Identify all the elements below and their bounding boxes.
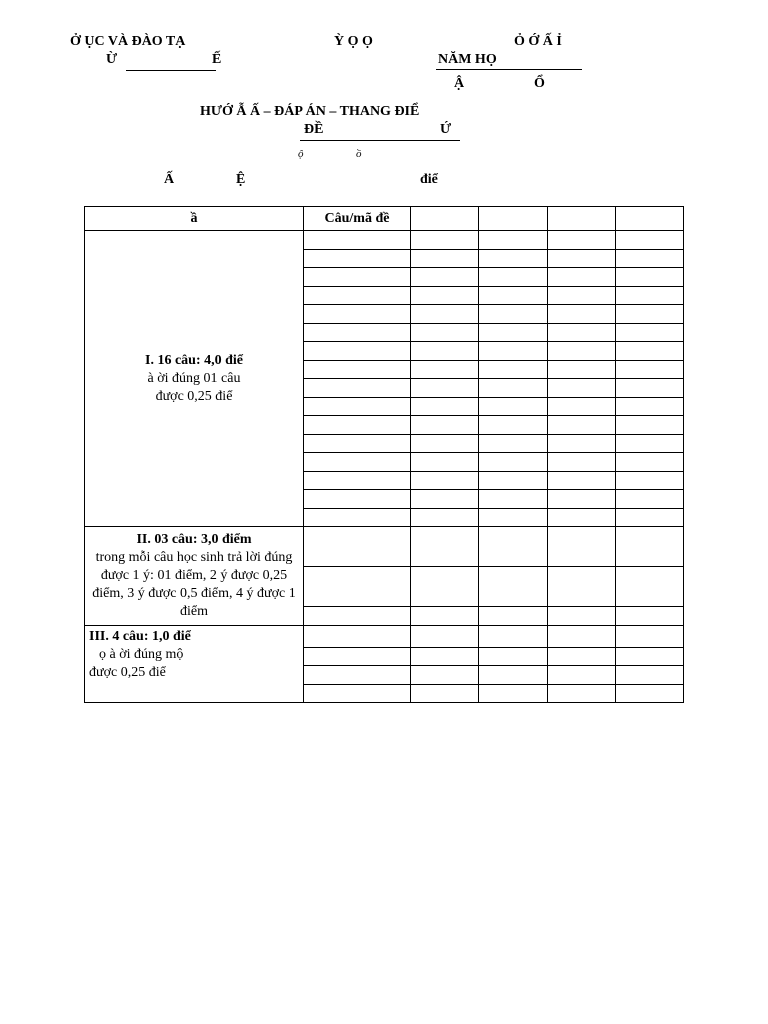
- question-cell[interactable]: [304, 684, 411, 703]
- question-cell[interactable]: [304, 666, 411, 685]
- answer-cell[interactable]: [548, 397, 616, 416]
- answer-cell[interactable]: [548, 286, 616, 305]
- question-cell[interactable]: [304, 490, 411, 509]
- answer-cell[interactable]: [548, 268, 616, 287]
- answer-cell[interactable]: [548, 249, 616, 268]
- answer-cell[interactable]: [479, 379, 548, 398]
- answer-cell[interactable]: [411, 268, 479, 287]
- answer-cell[interactable]: [548, 379, 616, 398]
- header-right-text: Ỏ Ớ Ấ Ỉ: [514, 34, 562, 49]
- answer-cell[interactable]: [479, 397, 548, 416]
- answer-cell[interactable]: [411, 416, 479, 435]
- answer-cell[interactable]: [479, 342, 548, 361]
- answer-cell[interactable]: [616, 607, 684, 626]
- code-cell[interactable]: [479, 207, 548, 231]
- section-2-title: II. 03 câu: 3,0 điểm: [136, 531, 252, 547]
- answer-cell[interactable]: [411, 490, 479, 509]
- answer-cell[interactable]: [479, 684, 548, 703]
- section-2-body: trong mỗi câu học sinh trả lời đúng được 1 ý: 01 điểm, 2 ý được 0,25 điểm, 3 ý được 0,5 điểm, 4 ý được 1 điểm: [92, 549, 296, 619]
- answer-cell[interactable]: [616, 231, 684, 250]
- answer-cell[interactable]: [616, 360, 684, 379]
- answer-cell[interactable]: [616, 323, 684, 342]
- answer-cell[interactable]: [411, 397, 479, 416]
- question-cell[interactable]: [304, 434, 411, 453]
- answer-cell[interactable]: [548, 434, 616, 453]
- question-cell[interactable]: [304, 471, 411, 490]
- answer-cell[interactable]: [411, 684, 479, 703]
- score-line-c: điể: [420, 172, 438, 187]
- question-cell[interactable]: [304, 625, 411, 647]
- answer-cell[interactable]: [616, 249, 684, 268]
- answer-cell[interactable]: [479, 323, 548, 342]
- answer-cell[interactable]: [411, 305, 479, 324]
- question-cell[interactable]: [304, 527, 411, 567]
- question-cell[interactable]: [304, 268, 411, 287]
- answer-cell[interactable]: [616, 647, 684, 666]
- answer-cell[interactable]: [548, 471, 616, 490]
- answer-cell[interactable]: [411, 647, 479, 666]
- answer-cell[interactable]: [548, 625, 616, 647]
- section-3-line3: được 0,25 điể: [89, 664, 166, 680]
- score-line-a: Ấ: [164, 172, 175, 187]
- answer-cell[interactable]: [411, 286, 479, 305]
- answer-cell[interactable]: [411, 453, 479, 472]
- answer-cell[interactable]: [616, 416, 684, 435]
- answer-cell[interactable]: [616, 490, 684, 509]
- page-title: HƯỚ Ẫ Ấ – ĐÁP ÁN – THANG ĐIỂ: [200, 104, 420, 119]
- answer-cell[interactable]: [548, 666, 616, 685]
- answer-cell[interactable]: [616, 453, 684, 472]
- answer-cell[interactable]: [411, 607, 479, 626]
- answer-cell[interactable]: [548, 607, 616, 626]
- title-sub-right: Ứ: [440, 122, 452, 137]
- answer-cell[interactable]: [479, 231, 548, 250]
- section-1-line3: được 0,25 điể: [155, 388, 233, 404]
- answer-cell[interactable]: [548, 567, 616, 607]
- answer-cell[interactable]: [616, 508, 684, 527]
- answer-cell[interactable]: [479, 286, 548, 305]
- answer-cell[interactable]: [616, 268, 684, 287]
- answer-cell[interactable]: [548, 305, 616, 324]
- answer-cell[interactable]: [548, 342, 616, 361]
- question-cell[interactable]: [304, 416, 411, 435]
- answer-cell[interactable]: [616, 397, 684, 416]
- answer-cell[interactable]: [479, 268, 548, 287]
- title-small-b: ồ: [356, 148, 362, 160]
- title-sub-left: ĐỀ: [304, 122, 324, 137]
- question-cell[interactable]: [304, 286, 411, 305]
- answer-cell[interactable]: [616, 567, 684, 607]
- answer-cell[interactable]: [616, 286, 684, 305]
- answer-cell[interactable]: [616, 471, 684, 490]
- header-year-text: NĂM HỌ: [438, 52, 497, 67]
- answer-cell[interactable]: [548, 453, 616, 472]
- title-small-a: ộ: [298, 148, 304, 160]
- answer-cell[interactable]: [411, 527, 479, 567]
- answer-cell[interactable]: [548, 416, 616, 435]
- section-2-cell: [85, 527, 304, 626]
- header-dept-text: Ở ỤC VÀ ĐÀO TẠ: [70, 34, 186, 49]
- code-cell[interactable]: [411, 207, 479, 231]
- answer-cell[interactable]: [479, 471, 548, 490]
- answer-cell[interactable]: [548, 527, 616, 567]
- answer-cell[interactable]: [479, 490, 548, 509]
- header-line3-a: Ậ: [454, 76, 465, 91]
- answer-cell[interactable]: [616, 625, 684, 647]
- answer-cell[interactable]: [616, 666, 684, 685]
- answer-cell[interactable]: [411, 567, 479, 607]
- table-header-row: [85, 207, 684, 231]
- answer-cell[interactable]: [479, 625, 548, 647]
- answer-cell[interactable]: [411, 342, 479, 361]
- answer-cell[interactable]: [479, 360, 548, 379]
- header-line2-left2: Ế: [212, 52, 222, 67]
- answer-cell[interactable]: [479, 607, 548, 626]
- table-row: [85, 231, 684, 250]
- answer-cell[interactable]: [479, 508, 548, 527]
- answer-cell[interactable]: [616, 305, 684, 324]
- code-cell[interactable]: [616, 207, 684, 231]
- answer-cell[interactable]: [479, 567, 548, 607]
- code-cell[interactable]: [548, 207, 616, 231]
- answer-cell[interactable]: [548, 647, 616, 666]
- header-mid-text: Ỳ Ọ Ọ: [334, 34, 373, 49]
- question-cell[interactable]: [304, 342, 411, 361]
- answer-cell[interactable]: [479, 416, 548, 435]
- answer-cell[interactable]: [411, 379, 479, 398]
- section-1-line2: à ời đúng 01 câu: [147, 370, 241, 386]
- header-line2-left: Ừ: [106, 52, 118, 67]
- answer-cell[interactable]: [411, 231, 479, 250]
- section-3-title: III. 4 câu: 1,0 điể: [89, 628, 191, 644]
- answer-cell[interactable]: [479, 453, 548, 472]
- answer-cell[interactable]: [479, 527, 548, 567]
- answer-cell[interactable]: [411, 434, 479, 453]
- question-cell[interactable]: [304, 397, 411, 416]
- question-cell[interactable]: [304, 323, 411, 342]
- col-question-header: Câu/mã đề: [304, 207, 411, 231]
- answer-cell[interactable]: [411, 471, 479, 490]
- table-row: [85, 527, 684, 567]
- table-row: [85, 625, 684, 647]
- answer-cell[interactable]: [411, 508, 479, 527]
- answer-cell[interactable]: [411, 249, 479, 268]
- answer-cell[interactable]: [548, 360, 616, 379]
- section-3-cell: [85, 625, 304, 703]
- answer-cell[interactable]: [479, 666, 548, 685]
- answer-table: [84, 206, 684, 703]
- answer-cell[interactable]: [411, 360, 479, 379]
- question-cell[interactable]: [304, 607, 411, 626]
- header-underline-left: [126, 70, 216, 71]
- question-cell[interactable]: [304, 231, 411, 250]
- answer-cell[interactable]: [411, 666, 479, 685]
- score-line-b: Ệ: [236, 172, 246, 187]
- answer-cell[interactable]: [479, 647, 548, 666]
- answer-cell[interactable]: [548, 231, 616, 250]
- question-cell[interactable]: [304, 249, 411, 268]
- header-line3-b: Ổ: [534, 76, 545, 91]
- answer-cell[interactable]: [548, 490, 616, 509]
- answer-cell[interactable]: [548, 508, 616, 527]
- question-cell[interactable]: [304, 567, 411, 607]
- section-1-cell: [85, 231, 304, 527]
- col-section-header: ầ: [85, 207, 304, 231]
- answer-cell[interactable]: [411, 625, 479, 647]
- question-cell[interactable]: [304, 379, 411, 398]
- question-cell[interactable]: [304, 453, 411, 472]
- answer-cell[interactable]: [479, 305, 548, 324]
- answer-cell[interactable]: [479, 434, 548, 453]
- answer-cell[interactable]: [411, 323, 479, 342]
- answer-cell[interactable]: [548, 684, 616, 703]
- header-underline-right: [436, 69, 582, 70]
- answer-cell[interactable]: [479, 249, 548, 268]
- question-cell[interactable]: [304, 508, 411, 527]
- section-3-line2: ọ à ời đúng mộ: [99, 646, 184, 662]
- answer-cell[interactable]: [616, 527, 684, 567]
- answer-cell[interactable]: [616, 379, 684, 398]
- answer-cell[interactable]: [616, 434, 684, 453]
- question-cell[interactable]: [304, 360, 411, 379]
- title-underline: [300, 140, 460, 141]
- section-1-title: I. 16 câu: 4,0 điể: [145, 352, 243, 368]
- answer-cell[interactable]: [548, 323, 616, 342]
- question-cell[interactable]: [304, 305, 411, 324]
- answer-cell[interactable]: [616, 684, 684, 703]
- question-cell[interactable]: [304, 647, 411, 666]
- answer-cell[interactable]: [616, 342, 684, 361]
